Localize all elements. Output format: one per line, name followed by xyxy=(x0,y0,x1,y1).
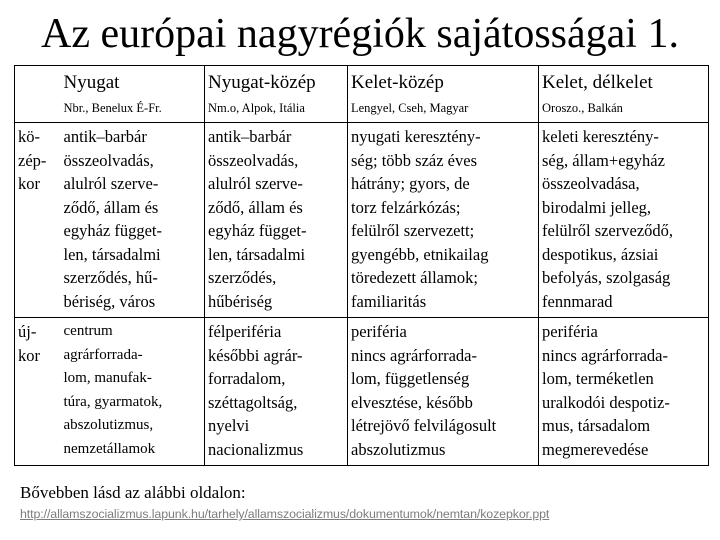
regions-table xyxy=(14,65,709,466)
cell-text-line: túra, gyarmatok, xyxy=(63,393,163,410)
corner-cell xyxy=(15,98,61,123)
cell-text-line: ződő, állam és xyxy=(208,197,303,217)
cell-text-line: zép- xyxy=(18,150,47,170)
cell-text-line: periféria xyxy=(542,322,598,341)
row-label-ujkor xyxy=(15,318,61,466)
cell-text-line: nemzetállamok xyxy=(63,440,156,457)
cell-ujkor-kelet-kozep xyxy=(348,318,539,466)
cell-text-line: torz felzárkózás; xyxy=(351,197,461,217)
cell-text-line: későbbi agrár- xyxy=(208,345,303,365)
cell-text-line: despotikus, ázsiai xyxy=(542,244,659,264)
cell-text-line: hűbériség xyxy=(208,291,273,311)
subheader-row xyxy=(15,98,709,123)
cell-text-line: ség; több száz éves xyxy=(351,150,477,170)
cell-text-line: bériség, város xyxy=(63,291,156,311)
header-row xyxy=(15,66,709,99)
cell-text-line: félperiféria xyxy=(208,322,282,341)
cell-text-line: nincs agrárforrada- xyxy=(542,345,668,365)
column-subtitle-nyugat-kozep: Nm.o, Alpok, Itália xyxy=(205,98,348,123)
cell-text-line: kor xyxy=(18,345,40,365)
source-link[interactable]: http://allamszocializmus.lapunk.hu/tarhely/allamszocializmus/dokumentumok/nemtan/kozepkor.ppt xyxy=(20,507,550,521)
cell-text-line: egyház függet- xyxy=(208,221,307,240)
cell-kozepkor-kelet-delkelet xyxy=(539,123,709,318)
cell-text-line: ződő, állam és xyxy=(63,197,159,217)
cell-text-line: mus, társadalom xyxy=(542,416,651,435)
cell-text-line: hátrány; gyors, de xyxy=(351,174,470,193)
cell-text-line: létrejövő felvilágosult xyxy=(351,416,497,435)
cell-text-line: keleti keresztény- xyxy=(542,127,659,146)
cell-text-line: antik–barbár xyxy=(208,127,292,146)
column-subtitle-kelet-delkelet: Oroszo., Balkán xyxy=(539,98,709,123)
corner-cell xyxy=(15,66,61,99)
cell-text-line: szerződés, hű- xyxy=(63,268,158,287)
cell-text-line: új- xyxy=(18,322,37,341)
cell-text-line: szerződés, xyxy=(208,268,277,287)
table-row-kozepkor xyxy=(15,123,709,318)
cell-ujkor-kelet-delkelet xyxy=(539,318,709,466)
cell-text-line: kö- xyxy=(18,127,40,146)
cell-text-line: gyengébb, etnikailag xyxy=(351,244,489,264)
cell-kozepkor-nyugat xyxy=(61,123,205,318)
cell-text-line: abszolutizmus, xyxy=(63,417,154,433)
cell-kozepkor-kelet-kozep xyxy=(348,123,539,318)
cell-text-line: periféria xyxy=(351,322,407,341)
column-header-kelet-kozep: Kelet-közép xyxy=(348,66,539,99)
cell-text-line: alulról szerve- xyxy=(63,174,159,193)
cell-text-line: befolyás, szolgaság xyxy=(542,268,671,287)
cell-text-line: antik–barbár xyxy=(63,127,147,146)
cell-text-line: len, társadalmi xyxy=(208,244,306,264)
cell-text-line: birodalmi jelleg, xyxy=(542,197,652,217)
table-row-ujkor xyxy=(15,318,709,466)
cell-text-line: centrum xyxy=(63,323,113,339)
cell-text-line: len, társadalmi xyxy=(63,244,161,264)
cell-text-line: agrárforrada- xyxy=(63,346,143,363)
cell-text-line: kor xyxy=(18,174,40,193)
cell-text-line: nyugati keresztény- xyxy=(351,127,481,146)
cell-ujkor-nyugat xyxy=(61,318,205,466)
cell-text-line: összeolvadás, xyxy=(208,150,299,170)
cell-text-line: forradalom, xyxy=(208,369,286,388)
cell-text-line: megmerevedése xyxy=(542,439,649,459)
page-title: Az európai nagyrégiók sajátosságai 1. xyxy=(41,11,679,57)
cell-text-line: összeolvadás, xyxy=(63,150,154,170)
cell-text-line: nincs agrárforrada- xyxy=(351,345,477,365)
cell-text-line: familiaritás xyxy=(351,291,427,311)
cell-text-line: felülről szervezett; xyxy=(351,221,475,240)
cell-text-line: összeolvadása, xyxy=(542,174,640,193)
cell-text-line: fennmarad xyxy=(542,291,613,311)
column-header-nyugat-kozep: Nyugat-közép xyxy=(205,66,348,99)
cell-text-line: ség, állam+egyház xyxy=(542,150,665,170)
cell-text-line: lom, függetlenség xyxy=(351,369,470,388)
cell-text-line: nyelvi xyxy=(208,416,250,435)
cell-text-line: uralkodói despotiz- xyxy=(542,392,670,412)
cell-text-line: lom, manufak- xyxy=(63,370,152,386)
column-header-kelet-delkelet: Kelet, délkelet xyxy=(539,66,709,99)
cell-text-line: abszolutizmus xyxy=(351,439,446,459)
cell-text-line: alulról szerve- xyxy=(208,174,303,193)
cell-kozepkor-nyugat-kozep xyxy=(205,123,348,318)
cell-text-line: egyház függet- xyxy=(63,221,162,240)
row-label-kozepkor xyxy=(15,123,61,318)
cell-text-line: lom, terméketlen xyxy=(542,369,654,388)
cell-text-line: nacionalizmus xyxy=(208,439,304,459)
cell-text-line: töredezett államok; xyxy=(351,268,478,287)
cell-text-line: széttagoltság, xyxy=(208,392,298,412)
column-header-nyugat: Nyugat xyxy=(63,72,120,93)
column-subtitle-nyugat: Nbr., Benelux É-Fr. xyxy=(63,101,162,115)
cell-text-line: felülről szerveződő, xyxy=(542,221,674,240)
column-subtitle-kelet-kozep: Lengyel, Cseh, Magyar xyxy=(348,98,539,123)
cell-text-line: elvesztése, később xyxy=(351,392,473,412)
footer-note: Bővebben lásd az alábbi oldalon: xyxy=(20,483,246,502)
cell-ujkor-nyugat-kozep xyxy=(205,318,348,466)
